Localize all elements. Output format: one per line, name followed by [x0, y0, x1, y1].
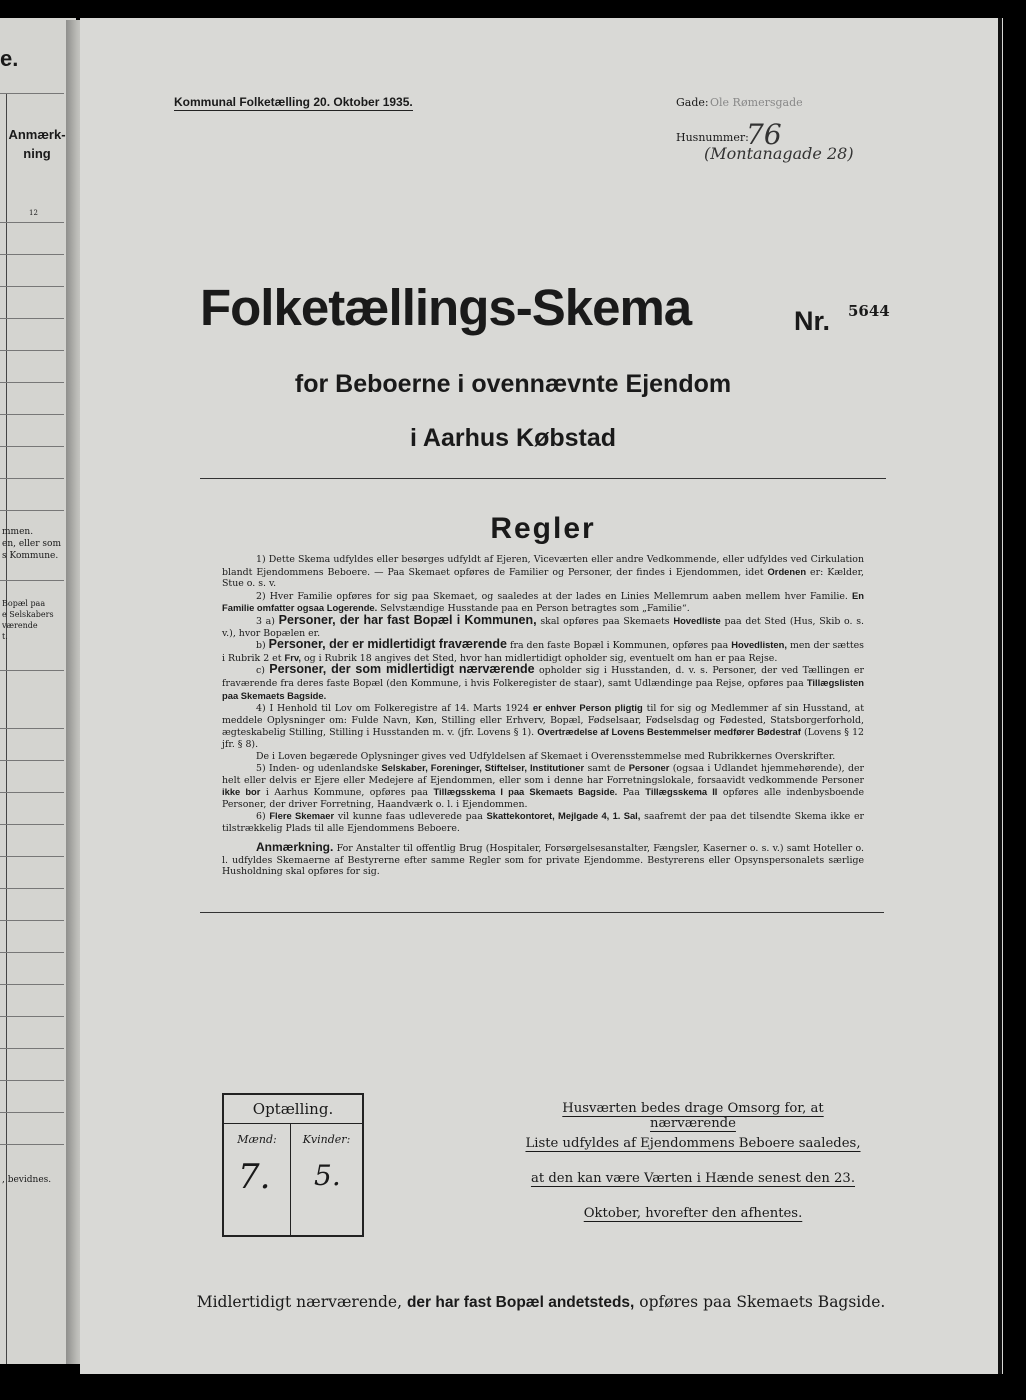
rule-1: 1) Dette Skema udfyldes eller besørges udfyldt af Ejeren, Viceværten eller andre Vedkommende, eller udfyldes ved Cirkulation blandt Ejendommens Beboere. — Paa Skemaet opføres de Familier og Personer, der findes i Ejendommen, idet Ordenen er: Kælder, Stue o. s. v. [222, 554, 864, 590]
divider [0, 580, 64, 581]
rule-3b: b) Personer, der er midlertidigt fraværende fra den faste Bopæl i Kommunen, opføres paa Hovedlisten, men der sættes i Rubrik 2 et Frv, og i Rubrik 18 angives det Sted, hvor han midlertidigt opholder sig, eventuelt om han er paa Rejse. [222, 637, 864, 664]
form-title: Folketællings-Skema [200, 279, 692, 336]
left-text-fragment: mmen. en, eller som s Kommune. [2, 527, 61, 561]
divider [0, 222, 64, 223]
count-box [222, 1093, 364, 1237]
page-edge-line [998, 18, 1002, 1374]
row-line [0, 318, 64, 319]
rule-5: 5) Inden- og udenlandske Selskaber, Foreninger, Stiftelser, Institutioner samt de Personer (ogsaa i Udlandet hjemmehørende), der helt eller delvis er Ejere eller Medejere af Ejendommen, eller som i denne har Forretningslokale, forsaavidt vedkommende Personer ikke bor i Aarhus Kommune, opføres paa Tillægsskema I paa Skemaets Bagside. Paa Tillægsskema II opføres alle indenbysboende Personer, der driver Forretning, Haandværk o. l. i Ejendommen. [222, 762, 865, 810]
rule-3c: c) Personer, der som midlertidigt nærværende opholder sig i Husstanden, d. v. s. Personer, der ved Tællingen er fraværende fra deres faste Bopæl (den Kommune, i hvis Folkeregister de staar), samt Udlændinge paa Rejse, opføres paa Tillægslisten paa Skemaets Bagside. [222, 662, 864, 701]
rule-4-note: De i Loven begærede Oplysninger gives ved Udfyldelsen af Skemaet i Overensstemmelse med Rubrikkernes Overskrifter. [256, 750, 836, 762]
footer-instruction: Midlertidigt nærværende, der har fast Bopæl andetsteds, opføres paa Skemaets Bagside. [196, 1293, 886, 1311]
left-page-title-fragment: e. [0, 46, 19, 71]
row-line [0, 286, 64, 287]
count-box-heading: Optælling. [224, 1095, 362, 1124]
row-line [0, 350, 64, 351]
maend-label: Mænd: [237, 1133, 277, 1146]
divider [0, 93, 64, 94]
row-line [0, 792, 64, 793]
left-text-fragment: , bevidnes. [2, 1175, 52, 1185]
column-heading-anmaerkning: Anmærk- ning [8, 127, 66, 161]
anmaerkning-text: For Anstalter til offentlig Brug (Hospitaler, Forsørgelsesanstalter, Fængsler, Kaserner o. s. v.) samt Hoteller o. l. udfyldes Skemaerne af Bestyrerne efter samme Regler som for private Ejendomme. Bestyrerens eller Opsynspersonalets særlige Husholdning skal opføres for sig. [222, 843, 864, 878]
row-line [0, 856, 64, 857]
husnummer-note: (Montanagade 28) [704, 144, 854, 163]
row-line [0, 952, 64, 953]
left-text-fragment: Bopæl paa e Selskabers værende t. [2, 599, 54, 641]
divider [0, 670, 64, 671]
anmaerkning-note [222, 842, 864, 878]
row-line [0, 478, 64, 479]
kvinder-label: Kvinder: [302, 1133, 351, 1146]
row-line [0, 1112, 64, 1113]
row-line [0, 1048, 64, 1049]
row-line [0, 760, 64, 761]
husnummer-value: 76 [746, 118, 782, 151]
subtitle-line-1: for Beboerne i ovennævnte Ejendom [294, 370, 732, 398]
gade-label: Gade: [676, 96, 709, 109]
nr-label: Nr. [794, 306, 831, 336]
rules-text [222, 554, 864, 835]
form-number: 5644 [848, 302, 890, 320]
row-line [0, 920, 64, 921]
notice-line-4: Oktober, hvorefter den afhentes. [583, 1206, 803, 1221]
row-line [0, 728, 64, 729]
row-line [0, 1080, 64, 1081]
row-line [0, 824, 64, 825]
row-line [0, 888, 64, 889]
row-line [0, 1144, 64, 1145]
column-number: 12 [29, 209, 38, 217]
row-line [0, 1016, 64, 1017]
left-page-fragment [0, 18, 76, 1364]
husnummer-label: Husnummer: [676, 131, 749, 144]
subtitle-line-2: i Aarhus Købstad [409, 424, 617, 452]
row-line [0, 984, 64, 985]
rule-4: 4) I Henhold til Lov om Folkeregistre af 14. Marts 1924 er enhver Person pligtig til for sig og Medlemmer af sin Husstand, at meddele Oplysninger om: Fulde Navn, Køn, Stilling eller Erhverv, Bopæl, Fødselsaar, Fødselsdag og Fødested, Statsborgerforhold, ægteskabelig Stilling, Stilling i Husstanden m. v. (jfr. Lovens § 1). Overtrædelse af Lovens Bestemmelser medfører Bødestraf (Lovens § 12 jfr. § 8). [222, 702, 865, 750]
census-header: Kommunal Folketælling 20. Oktober 1935. [174, 95, 413, 109]
notice-line-2: Liste udfyldes af Ejendommens Beboere saaledes, [525, 1136, 861, 1151]
divider [200, 478, 886, 479]
anmaerkning-label: Anmærkning. [256, 840, 334, 854]
rule-6: 6) Flere Skemaer vil kunne faas udleverede paa Skattekontoret, Mejlgade 4, 1. Sal, saafremt der paa det tilsendte Skema ikke er tilstrækkelig Plads til alle Ejendommens Beboere. [222, 810, 865, 835]
rule-3a: 3 a) Personer, der har fast Bopæl i Kommunen, skal opføres paa Skemaets Hovedliste paa det Sted (Hus, Skib o. s. v.), hvor Bopælen er. [222, 612, 864, 639]
row-line [0, 254, 64, 255]
row-line [0, 510, 64, 511]
row-line [0, 414, 64, 415]
divider [200, 912, 884, 913]
kvinder-count: 5. [314, 1159, 341, 1192]
rule-2: 2) Hver Familie opføres for sig paa Skemaet, og saaledes at der lades en Linies Mellemrum aaben mellem hver Familie. En Familie omfatter ogsaa Logerende. Selvstændige Husstande paa en Person betragtes som „Familie“. [222, 589, 864, 615]
notice-line-1: Husværten bedes drage Omsorg for, at nærværende [562, 1101, 824, 1131]
maend-count: 7. [238, 1157, 271, 1197]
gade-value: Ole Rømersgade [710, 96, 803, 109]
rules-heading: Regler [490, 512, 596, 545]
notice-line-3: at den kan være Værten i Hænde senest den 23. [530, 1171, 856, 1186]
